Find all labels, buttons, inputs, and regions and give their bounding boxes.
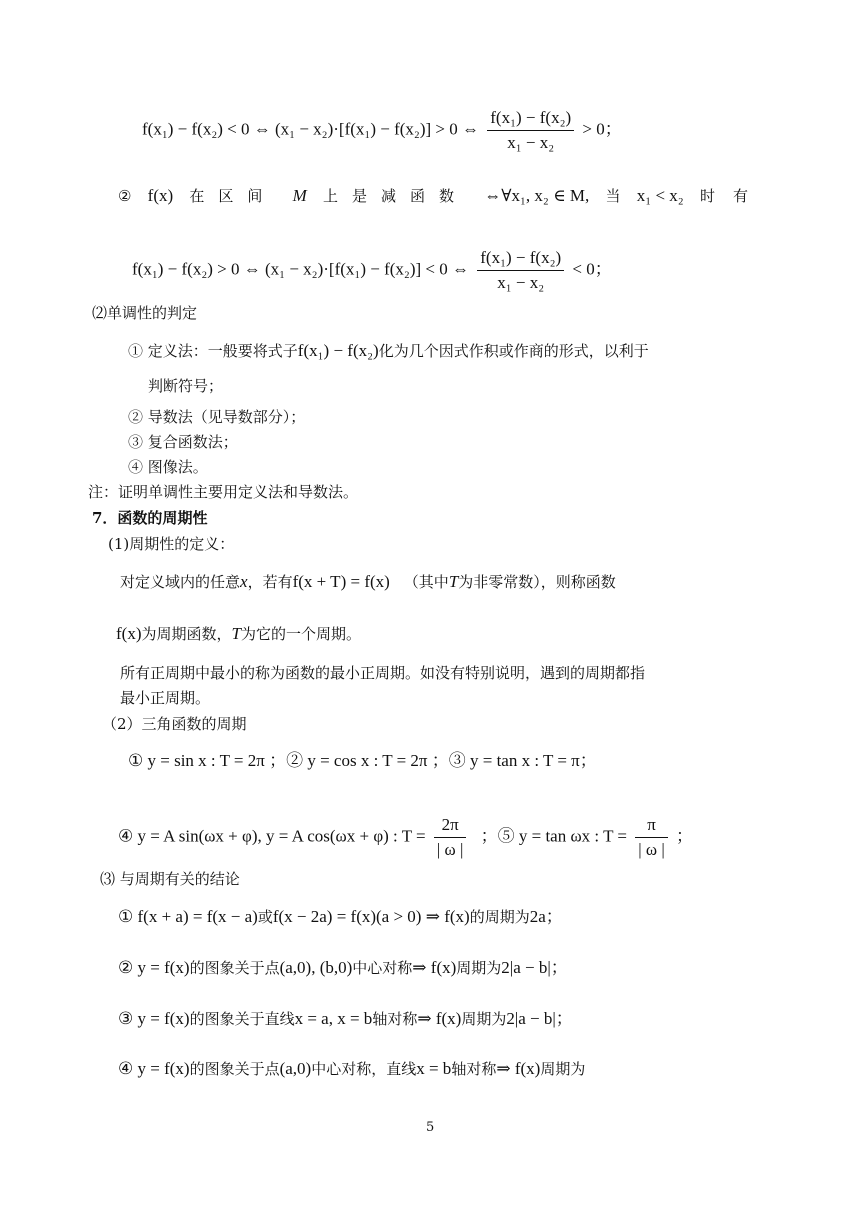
proof-note: 注：证明单调性主要用定义法和导数法。 [88, 483, 359, 501]
variable-x: x [240, 572, 248, 591]
function-symbol: f(x) [147, 186, 174, 205]
decreasing-condition-end: < 0； [572, 259, 612, 279]
conclusion-3 [118, 1009, 573, 1029]
conclusion-4-expr-a: ④ y = f(x) [118, 1059, 190, 1078]
periodicity-definition-heading: (1)周期性的定义： [108, 535, 235, 553]
conclusion-3-text-f: 周期为 [461, 1010, 507, 1028]
function-symbol: f(x) [116, 624, 142, 643]
fraction-denominator: x₁ − x₂ [497, 273, 545, 292]
increasing-condition-fraction [487, 108, 574, 153]
set-symbol: M [292, 186, 307, 205]
method-definition-text-a: ① 定义法：一般要将式子 [128, 342, 298, 360]
period-equation: f(x + T) = f(x) [292, 572, 390, 591]
conclusion-3-period: 2|a − b|； [506, 1009, 573, 1028]
periodicity-definition-line-2 [116, 624, 361, 644]
conclusion-2-text-d: 中心对称 [352, 959, 413, 977]
definition-text-d: 为非零常数），则称函数 [458, 573, 616, 591]
periodicity-definition-line [120, 572, 616, 592]
trig-period-5-fraction [635, 815, 668, 860]
period-conclusions-heading: ⑶ 与周期有关的结论 [100, 870, 240, 888]
minimal-period-line: 所有正周期中最小的称为函数的最小正周期。如没有特别说明，遇到的周期都指 [120, 664, 646, 682]
trig-period-4-expr: ④ y = A sin(ωx + φ), y = A cos(ωx + φ) : T = [118, 826, 426, 846]
judgement-heading: ⑵单调性的判定 [92, 304, 198, 322]
fraction-numerator: f(x₁) − f(x₂) [477, 248, 564, 271]
conclusion-1-expr-a: ① f(x + a) = f(x − a) [118, 907, 258, 926]
definition-text-c: （其中 [403, 573, 449, 591]
decreasing-condition-line [132, 248, 612, 293]
method-composite: ③ 复合函数法； [128, 433, 238, 451]
variable-T: T [231, 624, 241, 643]
conclusion-4-implies: ⇒ f(x) [496, 1059, 541, 1078]
conclusion-3-text-d: 轴对称 [372, 1010, 418, 1028]
decreasing-text-1: 在区间 [189, 187, 277, 205]
trig-period-line-2 [118, 815, 693, 860]
item-marker: ② [118, 187, 132, 205]
trig-period-line-1: ① y = sin x : T = 2π ；② y = cos x : T = 2π ；③ y = tan x : T = π； [128, 751, 597, 770]
conclusion-2-text-b: 的图象关于点 [189, 959, 280, 977]
conclusion-4 [118, 1059, 585, 1079]
decreasing-text-3: 当 [605, 187, 621, 205]
conclusion-1-or: 或 [257, 908, 273, 926]
definition-text-a: 对定义域内的任意 [120, 573, 241, 591]
fraction-numerator: π [635, 815, 668, 838]
definition2-text-a: 为周期函数， [141, 625, 232, 643]
conclusion-4-text-d: 中心对称，直线 [311, 1060, 417, 1078]
conclusion-2-points: (a,0), (b,0) [279, 958, 353, 977]
increasing-condition-end: > 0； [582, 119, 622, 139]
minimal-period-line-2: 最小正周期。 [120, 689, 211, 707]
conclusion-1-text: 的周期为 [469, 908, 530, 926]
fraction-denominator: | ω | [436, 840, 464, 859]
conclusion-4-line: x = b [416, 1059, 452, 1078]
page-number: 5 [426, 1120, 435, 1135]
conclusion-2-text-f: 周期为 [456, 959, 502, 977]
conclusion-1-period: 2a； [529, 907, 563, 926]
variable-T: T [448, 572, 459, 591]
method-derivative: ② 导数法（见导数部分）； [128, 408, 306, 426]
conclusion-4-text-f: 轴对称 [451, 1060, 497, 1078]
method-definition-text-b: 化为几个因式作积或作商的形式，以利于 [378, 342, 649, 360]
fraction-denominator: x₁ − x₂ [507, 133, 555, 152]
fraction-numerator: f(x₁) − f(x₂) [487, 108, 574, 131]
decreasing-inequality: x₁ < x₂ [636, 186, 684, 205]
conclusion-3-text-b: 的图象关于直线 [189, 1010, 295, 1028]
conclusion-2-period: 2|a − b|； [501, 958, 568, 977]
conclusion-1 [118, 907, 563, 927]
increasing-condition-line [142, 108, 622, 153]
decreasing-condition-expr: f(x₁) − f(x₂) > 0 ⇔ (x₁ − x₂)·[f(x₁) − f(x₂)] < 0 ⇔ [132, 259, 469, 279]
method-definition-line [128, 341, 649, 361]
definition-text-b: ，若有 [247, 573, 293, 591]
fraction-numerator: 2π [434, 815, 467, 838]
conclusion-2-expr-a: ② y = f(x) [118, 958, 190, 977]
fraction-denominator: | ω | [638, 840, 665, 859]
trig-period-end: ； [676, 826, 694, 846]
section-title: 7．函数的周期性 [92, 509, 208, 527]
decreasing-condition-fraction [477, 248, 564, 293]
method-graph: ④ 图像法。 [128, 458, 208, 476]
increasing-condition-expr: f(x₁) − f(x₂) < 0 ⇔ (x₁ − x₂)·[f(x₁) − f(x₂)] > 0 ⇔ [142, 119, 479, 139]
decreasing-text-4: 时有 [699, 187, 766, 205]
decreasing-text-2: 上是减函数 [323, 187, 469, 205]
conclusion-1-expr-b: f(x − 2a) = f(x)(a > 0) ⇒ f(x) [272, 907, 470, 926]
trig-period-4-fraction [434, 815, 467, 860]
conclusion-3-lines: x = a, x = b [294, 1009, 373, 1028]
method-definition-expr: f(x₁) − f(x₂) [297, 341, 379, 360]
conclusion-4-text-h: 周期为 [540, 1060, 586, 1078]
conclusion-4-text-b: 的图象关于点 [189, 1060, 280, 1078]
trig-period-heading: （2）三角函数的周期 [102, 715, 247, 733]
conclusion-4-point: (a,0) [279, 1059, 312, 1078]
definition2-text-b: 为它的一个周期。 [240, 625, 361, 643]
method-definition-continuation: 判断符号； [148, 377, 224, 395]
decreasing-definition-line [118, 186, 766, 206]
decreasing-condition: ⇔∀x₁, x₂ ∈ M, [484, 186, 590, 205]
conclusion-3-expr-a: ③ y = f(x) [118, 1009, 190, 1028]
conclusion-3-implies: ⇒ f(x) [417, 1009, 462, 1028]
conclusion-2 [118, 958, 568, 978]
conclusion-2-implies: ⇒ f(x) [412, 958, 457, 977]
trig-period-5-expr: ；⑤ y = tan ωx : T = [480, 826, 628, 846]
